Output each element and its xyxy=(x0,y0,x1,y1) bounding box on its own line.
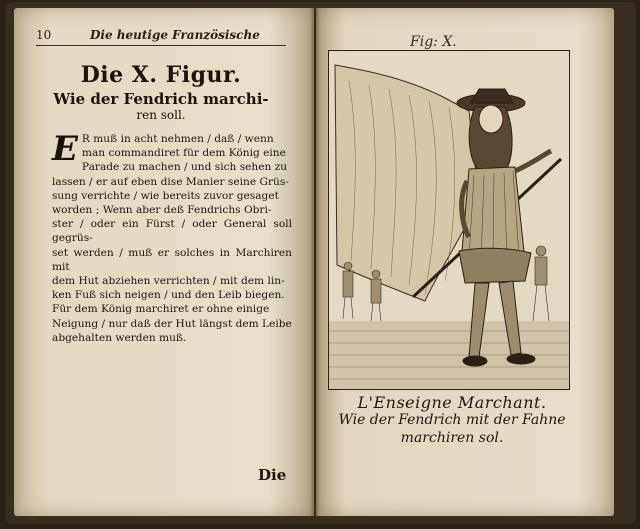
catchword: Die xyxy=(258,466,287,484)
body-line: Neigung / nur daß der Hut längst dem Leibe xyxy=(52,317,292,330)
running-head-title: Die heutige Französische xyxy=(90,28,260,42)
body-text xyxy=(52,129,292,345)
body-line: lassen / er auf eben dise Manier seine Grüs- xyxy=(52,175,289,188)
drop-cap: E xyxy=(52,129,78,169)
body-line: worden ; Wenn aber deß Fendrichs Obri- xyxy=(52,204,272,217)
ensign-engraving xyxy=(329,51,569,389)
flag xyxy=(335,65,479,301)
figure-title: Die X. Figur. xyxy=(80,62,242,88)
figure-label: Fig: X. xyxy=(410,34,457,50)
figure-heading xyxy=(36,62,286,122)
body-line: ken Fuß sich neigen / und den Leib biegen. xyxy=(52,289,285,302)
body-line: set werden / muß er solches in Marchiren mit xyxy=(52,246,292,273)
figure-subtitle-line2: ren soll. xyxy=(136,108,186,122)
running-head xyxy=(36,28,286,46)
caption-german-line2: marchiren sol. xyxy=(400,430,504,446)
figure-subtitle-line1: Wie der Fendrich marchi- xyxy=(53,90,269,108)
body-line: man commandiret für dem König eine xyxy=(81,147,286,160)
caption-french: L'Enseigne Marchant. xyxy=(357,393,547,412)
body-line: Parade zu machen / und sich sehen zu xyxy=(81,161,288,174)
caption-german-line1: Wie der Fendrich mit der Fahne xyxy=(338,412,566,428)
engraving-plate xyxy=(328,50,570,390)
body-line: R muß in acht nehmen / daß / wenn xyxy=(81,133,274,145)
book-gutter xyxy=(310,8,320,516)
body-line: Für dem König marchiret er ohne einige xyxy=(52,303,270,316)
body-line: abgehalten werden muß. xyxy=(52,331,187,344)
body-line: sung verrichte / wie bereits zuvor gesaget xyxy=(52,189,279,202)
body-line: ster / oder ein Fürst / oder General soll gegrüs- xyxy=(52,218,292,245)
page-number: 10 xyxy=(36,28,52,42)
body-line: dem Hut abziehen verrichten / mit dem lin- xyxy=(52,275,285,288)
